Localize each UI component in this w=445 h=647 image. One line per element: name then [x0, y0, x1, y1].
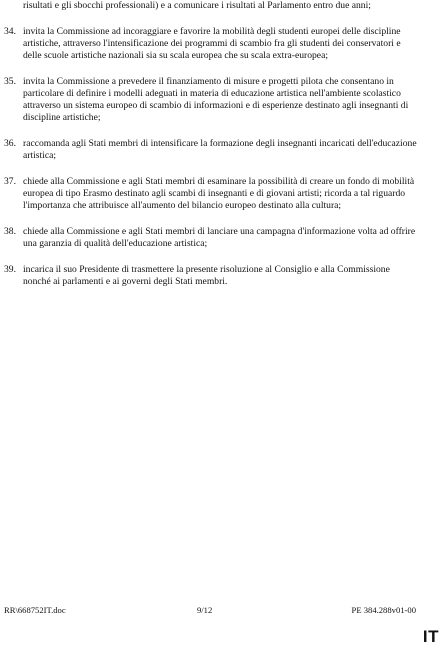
pe-number: PE 384.288v01-00 [351, 605, 416, 615]
page-number: 9/12 [197, 605, 213, 615]
item-number: 36. [4, 138, 16, 149]
item-number: 35. [4, 76, 16, 87]
item-text: chiede alla Commissione e agli Stati membri di esaminare la possibilità di creare un fondo di mobilità europea di tipo Erasmo destinato agli scambi di insegnanti e di giovani artisti; ricorda a tal riguardo l'importanza che attribuisce all'aumento del bilancio europeo destinato alla cultura; [23, 176, 415, 211]
list-item [4, 176, 418, 212]
item-number: 38. [4, 226, 16, 237]
item-number: 37. [4, 176, 16, 187]
item-number: 39. [4, 264, 16, 275]
list-item [4, 26, 418, 62]
continued-paragraph: risultati e gli sbocchi professionali) e a comunicare i risultati al Parlamento entro due anni; [23, 0, 371, 11]
language-code: IT [422, 627, 439, 646]
document-body [4, 0, 418, 288]
page-footer [4, 604, 416, 616]
item-text: raccomanda agli Stati membri di intensificare la formazione degli insegnanti incaricati dell'educazione artistica; [23, 138, 417, 161]
list-item [4, 138, 418, 162]
item-number: 34. [4, 26, 16, 37]
item-text: invita la Commissione ad incoraggiare e favorire la mobilità degli studenti europei delle discipline artistiche, attraverso l'intensificazione dei programmi di scambio fra gli studenti dei conservatori e delle scuole artistiche nazionali sia su scala europea che su scala extra-europea; [23, 26, 401, 61]
item-text: chiede alla Commissione e agli Stati membri di lanciare una campagna d'informazione volta ad offrire una garanzia di qualità dell'educazione artistica; [23, 226, 416, 249]
list-item [4, 264, 418, 288]
document-reference: RR\668752IT.doc [4, 605, 66, 615]
list-item [4, 226, 418, 250]
list-item [4, 76, 418, 124]
item-text: incarica il suo Presidente di trasmettere la presente risoluzione al Consiglio e alla Commissione nonché ai parlamenti e ai governi degli Stati membri. [23, 264, 390, 287]
item-text: invita la Commissione a prevedere il finanziamento di misure e progetti pilota che consentano in particolare di definire i modelli adeguati in materia di educazione artistica nell'ambiente scolastico attraverso un sistema europeo di scambio di informazioni e di esperienze destinato agli insegnanti di discipline artistiche; [23, 76, 409, 123]
